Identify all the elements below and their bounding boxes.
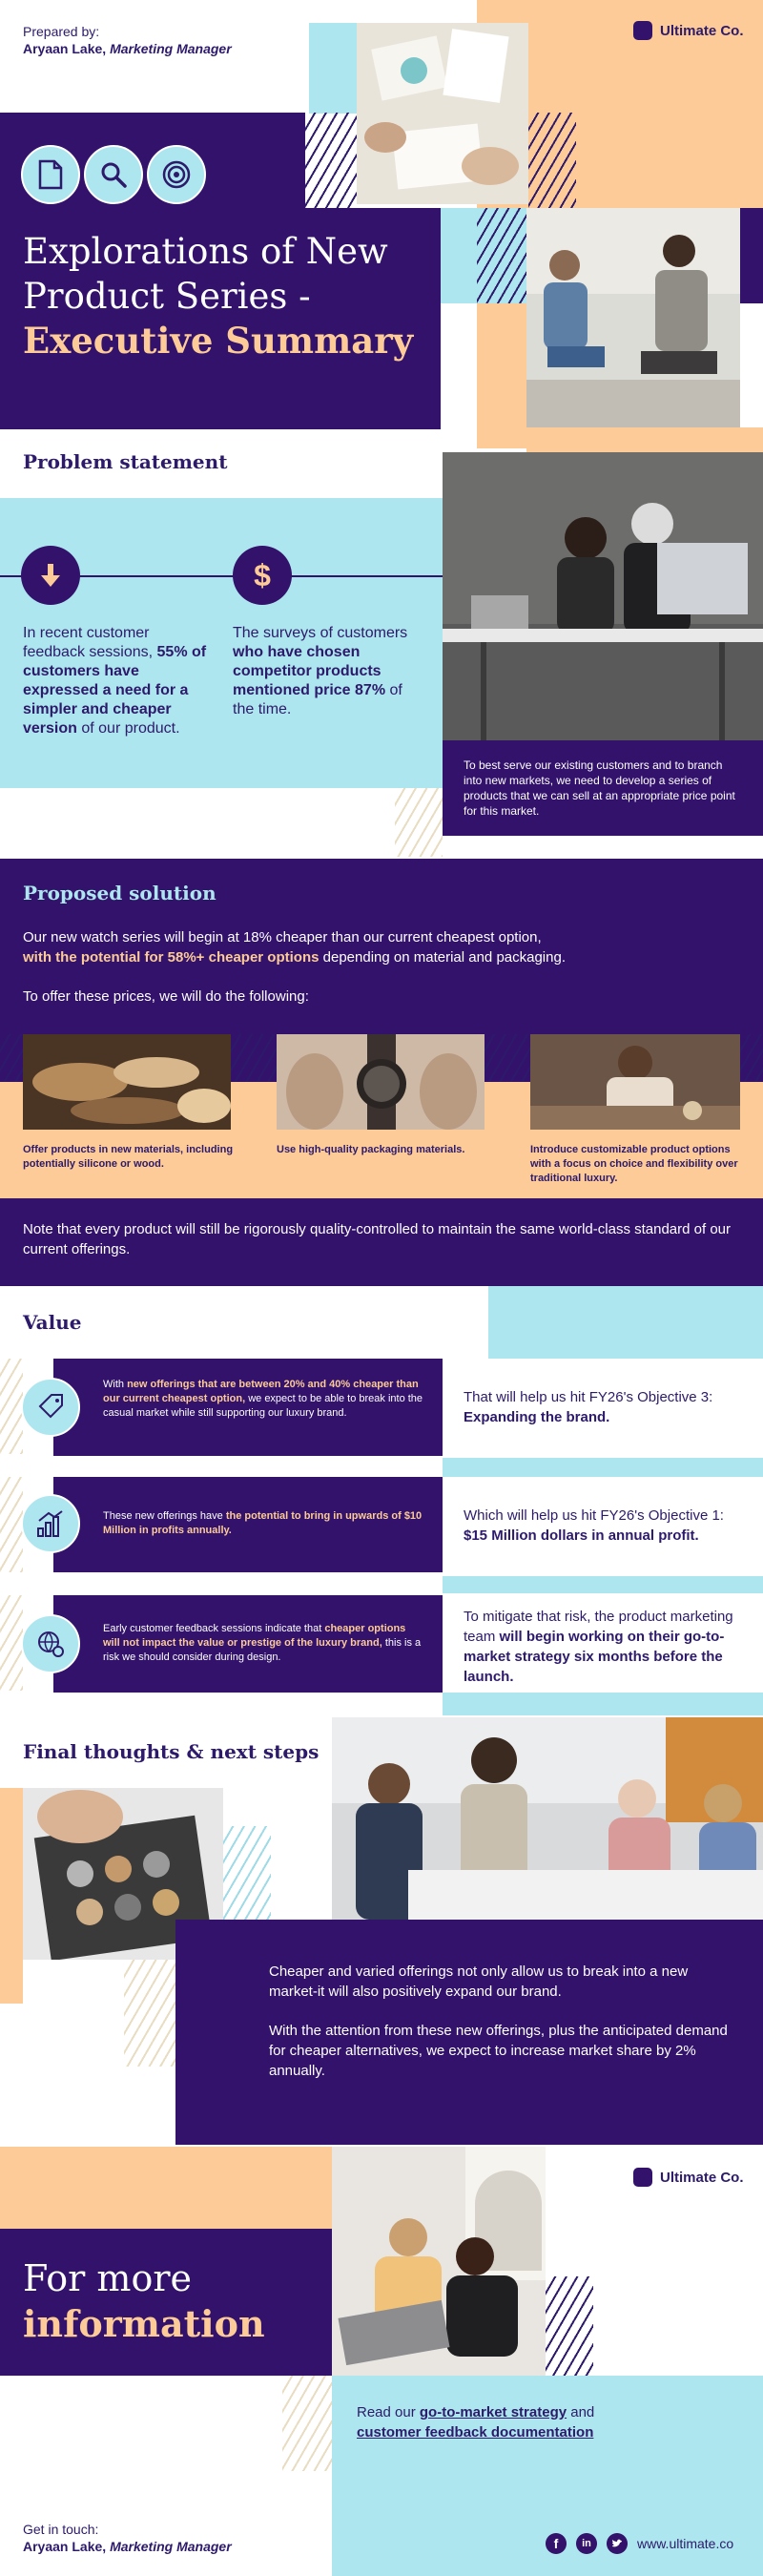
solution-paragraph-1: Our new watch series will begin at 18% cheaper than our current cheapest option, with the potential for 58%+ cheaper options depending on material and packaging. <box>23 929 566 966</box>
value-row2-stripes <box>0 1477 23 1572</box>
solution-item-3-caption: Introduce customizable product options with a focus on choice and flexibility over traditional luxury. <box>530 1144 738 1184</box>
hero-title-line3: Executive Summary <box>23 320 414 362</box>
more-read-text: Read our go-to-market strategy and customer feedback documentation <box>357 2404 595 2441</box>
solution-paragraph-2: To offer these prices, we will do the following: <box>23 988 309 1005</box>
value-row3-cyan-divider <box>443 1693 763 1715</box>
hero-stripes-right <box>528 113 576 208</box>
value-row1-text: With new offerings that are between 20% and 40% cheaper than our current cheapest option, we expect to be able to break into the casual market while still supporting our luxury brand. <box>103 1379 423 1419</box>
value-heading: Value <box>23 1311 82 1334</box>
more-stripes-light <box>282 2376 332 2471</box>
solution-item-1-caption: Offer products in new materials, including potentially silicone or wood. <box>23 1144 234 1170</box>
final-heading: Final thoughts & next steps <box>23 1740 320 1763</box>
final-photo-team <box>332 1717 763 1920</box>
more-title <box>23 2255 265 2347</box>
value-row3-icon <box>21 1614 80 1673</box>
search-icon <box>84 145 143 204</box>
solution-stripes-2 <box>231 1034 277 1082</box>
final-stripes-light <box>124 1960 177 2067</box>
problem-icon-right <box>233 546 292 605</box>
final-paragraph-2: With the attention from these new offerings, plus the anticipated demand for cheaper alternatives, we expect to increase market share by 2% annually. <box>269 2023 728 2079</box>
brand-logo[interactable] <box>633 21 744 40</box>
hero-title-line2: Product Series - <box>23 276 311 317</box>
hero-photo-women <box>526 208 740 427</box>
more-photo-laptop <box>332 2147 546 2376</box>
prepared-label: Prepared by: <box>23 24 100 39</box>
solution-stripes-4 <box>740 1034 763 1082</box>
brand-mark-icon <box>633 21 652 40</box>
more-peach-block <box>0 2147 332 2229</box>
value-row1-stripes <box>0 1359 23 1454</box>
growth-chart-icon <box>35 1509 66 1538</box>
more-brand-logo[interactable] <box>633 2168 744 2187</box>
social-links <box>546 2533 628 2554</box>
hero-white-gap <box>740 303 763 429</box>
solution-stripes-1 <box>0 1034 23 1082</box>
value-row2-icon <box>21 1494 80 1553</box>
more-title-line1: For more <box>23 2257 192 2299</box>
prepared-by <box>23 23 232 57</box>
arrow-down-icon <box>39 562 62 589</box>
footer-contact <box>23 2521 232 2555</box>
problem-stripes <box>395 788 443 857</box>
value-row2-cyan-divider <box>443 1576 763 1593</box>
value-row3-text: Early customer feedback sessions indicate that cheaper options will not impact the value or prestige of the luxury brand, this is a risk we should consider during design. <box>103 1623 422 1663</box>
more-stripes-dark <box>546 2276 593 2376</box>
problem-heading: Problem statement <box>23 450 228 473</box>
solution-note: Note that every product will still be rigorously quality-controlled to maintain the same world-class standard of our current offerings. <box>23 1221 732 1257</box>
hero-purple-notch <box>740 208 763 303</box>
value-row1-icon <box>21 1378 80 1437</box>
tag-icon <box>36 1393 65 1422</box>
value-row1-cyan-divider <box>443 1458 763 1477</box>
hero-icon-row <box>21 145 206 204</box>
linkedin-icon[interactable]: in <box>576 2533 597 2554</box>
solution-stripes-3 <box>485 1034 530 1082</box>
brand-name: Ultimate Co. <box>660 22 744 39</box>
more-brand-mark-icon <box>633 2168 652 2187</box>
author-name: Aryaan Lake, <box>23 41 107 56</box>
hero-title <box>23 229 433 364</box>
problem-left-text: In recent customer feedback sessions, 55% of customers have expressed a need for a simpler and cheaper version of our product. <box>23 625 207 737</box>
problem-callout-text: To best serve our existing customers and to branch into new markets, we need to develop a series of products that we can sell at an appropriate price point for this market. <box>464 758 735 818</box>
hero-stripes-left <box>305 113 357 208</box>
hero-stripes-mid <box>477 208 526 303</box>
solution-photo-wood <box>23 1034 231 1130</box>
solution-photo-watch <box>277 1034 485 1130</box>
contact-label: Get in touch: <box>23 2522 99 2537</box>
facebook-icon[interactable]: f <box>546 2533 567 2554</box>
go-to-market-link[interactable]: go-to-market strategy <box>419 2404 567 2420</box>
value-row1-outcome: That will help us hit FY26's Objective 3: Expanding the brand. <box>464 1389 713 1425</box>
solution-photo-craftsman <box>530 1034 740 1130</box>
final-stripes-cyan <box>223 1826 271 1922</box>
globe-gear-icon <box>35 1629 66 1659</box>
footer-author-role: Marketing Manager <box>110 2539 232 2554</box>
dollar-icon: $ <box>254 557 271 592</box>
footer-website[interactable]: www.ultimate.co <box>637 2536 734 2551</box>
hero-photo-meeting <box>357 23 528 204</box>
hero-cyan-strip <box>309 23 357 114</box>
author-role: Marketing Manager <box>110 41 232 56</box>
solution-item-2-caption: Use high-quality packaging materials. <box>277 1144 465 1155</box>
problem-icon-left <box>21 546 80 605</box>
twitter-icon[interactable] <box>607 2533 628 2554</box>
problem-right-text: The surveys of customers who have chosen competitor products mentioned price 87% of the time. <box>233 625 408 717</box>
more-brand-name: Ultimate Co. <box>660 2169 744 2186</box>
final-peach-strip <box>0 1788 23 2004</box>
problem-photo-colleagues <box>443 452 763 740</box>
target-icon <box>147 145 206 204</box>
final-paragraph-1: Cheaper and varied offerings not only allow us to break into a new market-it will also positively expand our brand. <box>269 1963 689 2000</box>
problem-peach-strip <box>526 427 763 452</box>
value-row3-outcome: To mitigate that risk, the product marketing team will begin working on their go-to-market strategy six months before the launch. <box>464 1609 733 1685</box>
value-row3-stripes <box>0 1595 23 1691</box>
customer-feedback-link[interactable]: customer feedback documentation <box>357 2424 594 2441</box>
value-row2-outcome: Which will help us hit FY26's Objective 1: $15 Million dollars in annual profit. <box>464 1507 724 1544</box>
hero-title-line1: Explorations of New <box>23 231 388 272</box>
value-cyan-corner <box>488 1286 763 1359</box>
more-title-line2: information <box>23 2302 265 2345</box>
value-row2-text: These new offerings have the potential to bring in upwards of $10 Million in profits annually. <box>103 1510 423 1536</box>
document-icon <box>21 145 80 204</box>
solution-heading: Proposed solution <box>23 882 217 904</box>
footer-author-name: Aryaan Lake, <box>23 2539 107 2554</box>
